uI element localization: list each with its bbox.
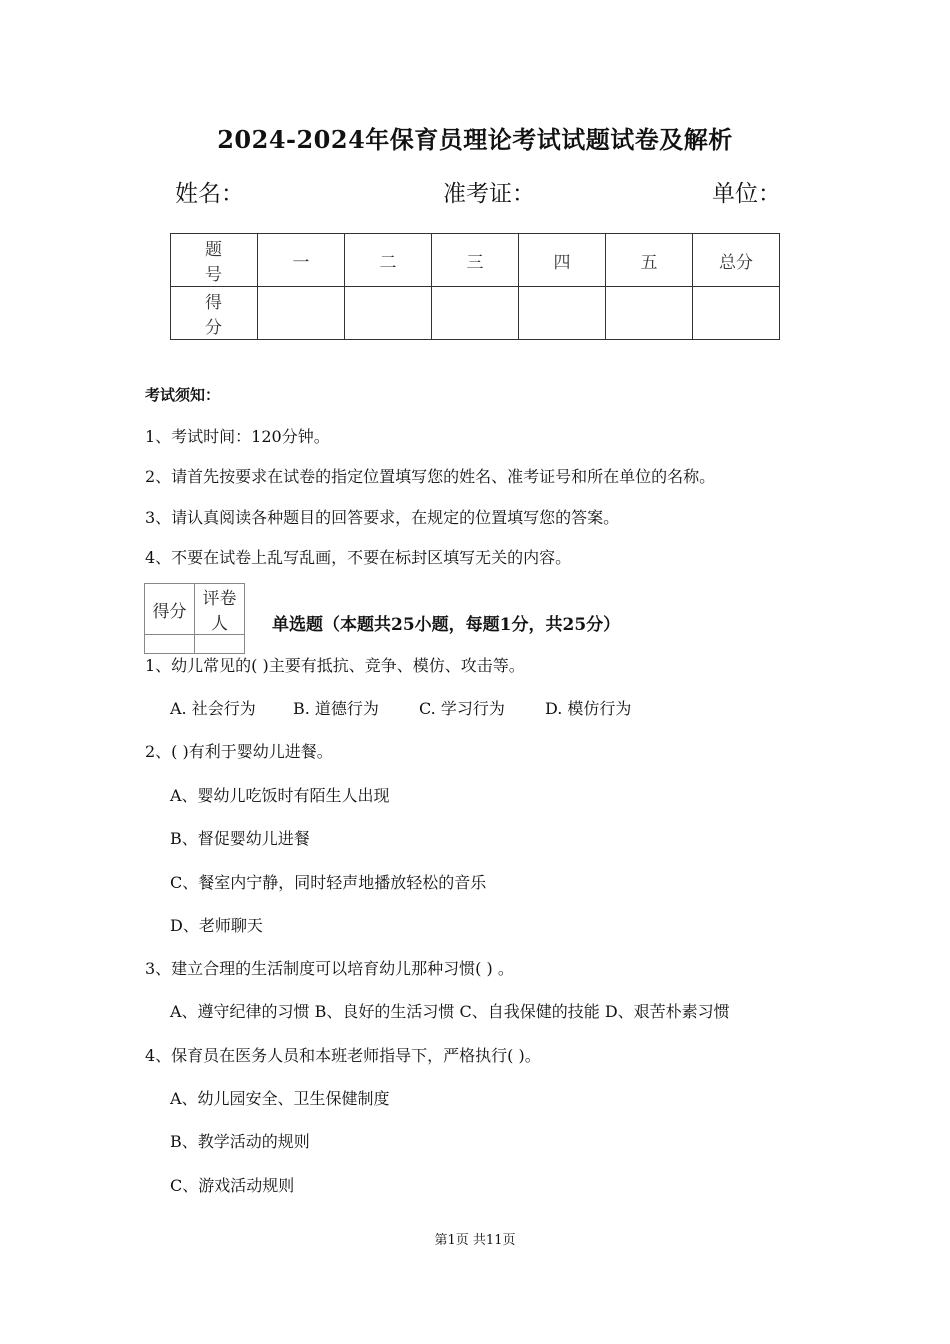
grader-score-label: 得分	[145, 584, 195, 635]
grader-name-label: 评卷人	[195, 584, 245, 635]
score-cell-5[interactable]	[606, 287, 693, 340]
question-3-options: A、遵守纪律的习惯 B、良好的生活习惯 C、自我保健的技能 D、艰苦朴素习惯	[170, 1002, 730, 1021]
score-table-header-row	[171, 234, 780, 287]
candidate-info-row	[175, 175, 785, 209]
option-c: C、游戏活动规则	[170, 1176, 295, 1195]
option-b: B. 道德行为	[293, 699, 379, 718]
score-header-4: 四	[519, 234, 606, 287]
option-a: A、婴幼儿吃饭时有陌生人出现	[170, 786, 390, 805]
score-cell-total[interactable]	[693, 287, 780, 340]
grader-box	[144, 583, 245, 654]
option-c: C、餐室内宁静，同时轻声地播放轻松的音乐	[170, 873, 487, 892]
question-1-options	[170, 696, 770, 720]
grader-name-cell[interactable]	[195, 635, 245, 654]
exam-id-label: 准考证：	[443, 181, 535, 207]
score-header-5: 五	[606, 234, 693, 287]
score-cell-1[interactable]	[258, 287, 345, 340]
question-4: 4、保育员在医务人员和本班老师指导下，严格执行( )。	[145, 1046, 541, 1065]
notice-item: 3、请认真阅读各种题目的回答要求，在规定的位置填写您的答案。	[145, 508, 620, 527]
score-header-total: 总分	[693, 234, 780, 287]
grader-score-cell[interactable]	[145, 635, 195, 654]
option-a: A. 社会行为	[170, 699, 256, 718]
name-label: 姓名：	[175, 181, 244, 207]
option-a: A、幼儿园安全、卫生保健制度	[170, 1089, 390, 1108]
notice-item: 2、请首先按要求在试卷的指定位置填写您的姓名、准考证号和所在单位的名称。	[145, 467, 716, 486]
unit-label: 单位：	[712, 181, 781, 207]
notice-item: 1、考试时间：120分钟。	[145, 427, 330, 446]
option-d: D、老师聊天	[170, 916, 263, 935]
score-header-label: 题 号	[171, 234, 258, 287]
score-cell-4[interactable]	[519, 287, 606, 340]
question-2: 2、( )有利于婴幼儿进餐。	[145, 742, 333, 761]
question-1: 1、幼儿常见的( )主要有抵抗、竞争、模仿、攻击等。	[145, 656, 525, 675]
score-table-score-row	[171, 287, 780, 340]
notice-item: 4、不要在试卷上乱写乱画，不要在标封区填写无关的内容。	[145, 548, 572, 567]
page-title: 2024-2024年保育员理论考试试题试卷及解析	[217, 125, 733, 154]
score-header-2: 二	[345, 234, 432, 287]
score-row-label: 得 分	[171, 287, 258, 340]
score-table	[170, 233, 780, 340]
section-title: 单选题（本题共25小题，每题1分，共25分）	[272, 615, 621, 635]
score-cell-3[interactable]	[432, 287, 519, 340]
score-cell-2[interactable]	[345, 287, 432, 340]
option-b: B、教学活动的规则	[170, 1132, 310, 1151]
notice-heading: 考试须知：	[145, 386, 221, 404]
page-footer: 第1页 共11页	[434, 1233, 516, 1248]
option-b: B、督促婴幼儿进餐	[170, 829, 310, 848]
score-header-3: 三	[432, 234, 519, 287]
option-c: C. 学习行为	[419, 699, 505, 718]
question-3: 3、建立合理的生活制度可以培育幼儿那种习惯( ) 。	[145, 959, 514, 978]
option-d: D. 模仿行为	[545, 699, 632, 718]
score-header-1: 一	[258, 234, 345, 287]
